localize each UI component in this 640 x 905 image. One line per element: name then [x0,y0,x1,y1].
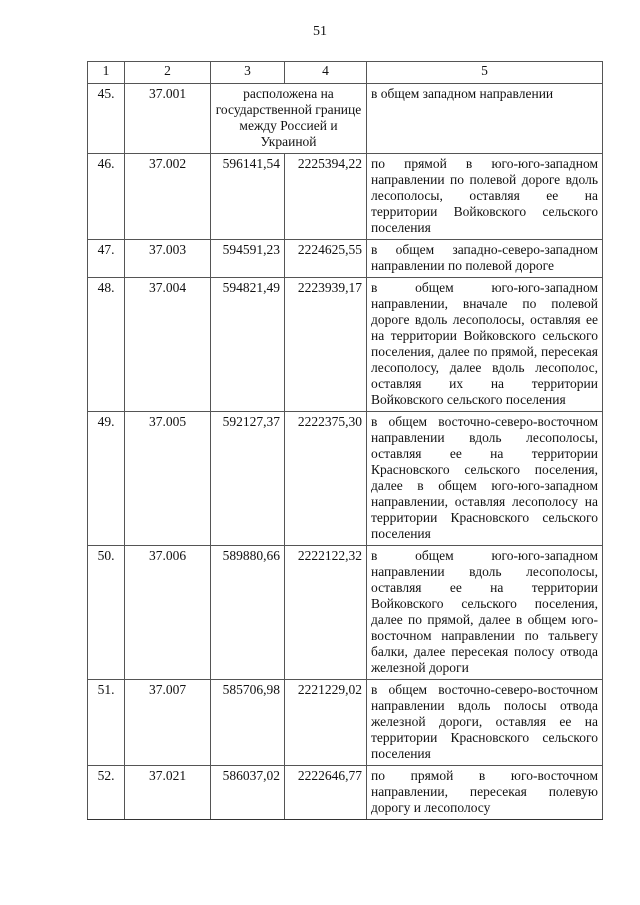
row-number: 49. [88,412,125,546]
page-number: 51 [313,24,327,39]
coordinate-x: 586037,02 [211,766,285,820]
direction-description: в общем восточно-северо-восточном направлении вдоль лесополосы, оставляя ее на территории Красновского сельского поселения, далее в общем юго-юго-западном направлении, оставляя лесополосу на территории Красновского сельского поселения [367,412,603,546]
table-row [88,766,603,820]
coordinate-x: 594591,23 [211,240,285,278]
table-row [88,412,603,546]
direction-description: по прямой в юго-восточном направлении, пересекая полевую дорогу и лесополосу [367,766,603,820]
table-row [88,278,603,412]
row-number: 45. [88,84,125,154]
direction-description: по прямой в юго-юго-западном направлении по полевой дороге вдоль лесополосы, оставляя ее на территории Войковского сельского поселения [367,154,603,240]
coordinate-y: 2222122,32 [285,546,367,680]
direction-description: в общем восточно-северо-восточном направлении вдоль полосы отвода железной дороги, оставляя ее на территории Красновского сельского поселения [367,680,603,766]
row-number: 52. [88,766,125,820]
table-header-row [88,62,603,84]
coordinate-x: 585706,98 [211,680,285,766]
row-number: 50. [88,546,125,680]
point-code: 37.006 [125,546,211,680]
coordinate-x: 596141,54 [211,154,285,240]
point-code: 37.004 [125,278,211,412]
point-code: 37.002 [125,154,211,240]
coordinate-x: 589880,66 [211,546,285,680]
column-header-description: 5 [367,62,603,84]
border-location-note: расположена на государственной границе между Россией и Украиной [211,84,367,154]
coordinate-y: 2224625,55 [285,240,367,278]
point-code: 37.001 [125,84,211,154]
row-number: 51. [88,680,125,766]
table-row [88,240,603,278]
coordinate-y: 2225394,22 [285,154,367,240]
table-row [88,154,603,240]
point-code: 37.021 [125,766,211,820]
row-number: 46. [88,154,125,240]
boundary-description-table [87,61,603,820]
table-row [88,680,603,766]
point-code: 37.007 [125,680,211,766]
coordinate-y: 2222375,30 [285,412,367,546]
coordinate-y: 2223939,17 [285,278,367,412]
coordinate-y: 2222646,77 [285,766,367,820]
table-row [88,546,603,680]
column-header-x: 3 [211,62,285,84]
column-header-point: 2 [125,62,211,84]
row-number: 47. [88,240,125,278]
column-header-number: 1 [88,62,125,84]
column-header-y: 4 [285,62,367,84]
row-number: 48. [88,278,125,412]
coordinate-x: 592127,37 [211,412,285,546]
point-code: 37.005 [125,412,211,546]
direction-description: в общем западном направлении [367,84,603,154]
coordinate-y: 2221229,02 [285,680,367,766]
coordinate-x: 594821,49 [211,278,285,412]
direction-description: в общем западно-северо-западном направлении по полевой дороге [367,240,603,278]
point-code: 37.003 [125,240,211,278]
direction-description: в общем юго-юго-западном направлении, вначале по полевой дороге вдоль лесополосы, оставляя ее на территории Войковского сельского поселения, далее по прямой, пересекая лесополосу, далее вдоль лесополос, оставляя их на территории Войковского сельского поселения [367,278,603,412]
direction-description: в общем юго-юго-западном направлении вдоль лесополосы, оставляя ее на территории Войковского сельского поселения, далее по прямой, далее в общем юго-восточном направлении по тальвегу балки, далее пересекая полосу отвода железной дороги [367,546,603,680]
table-row [88,84,603,154]
